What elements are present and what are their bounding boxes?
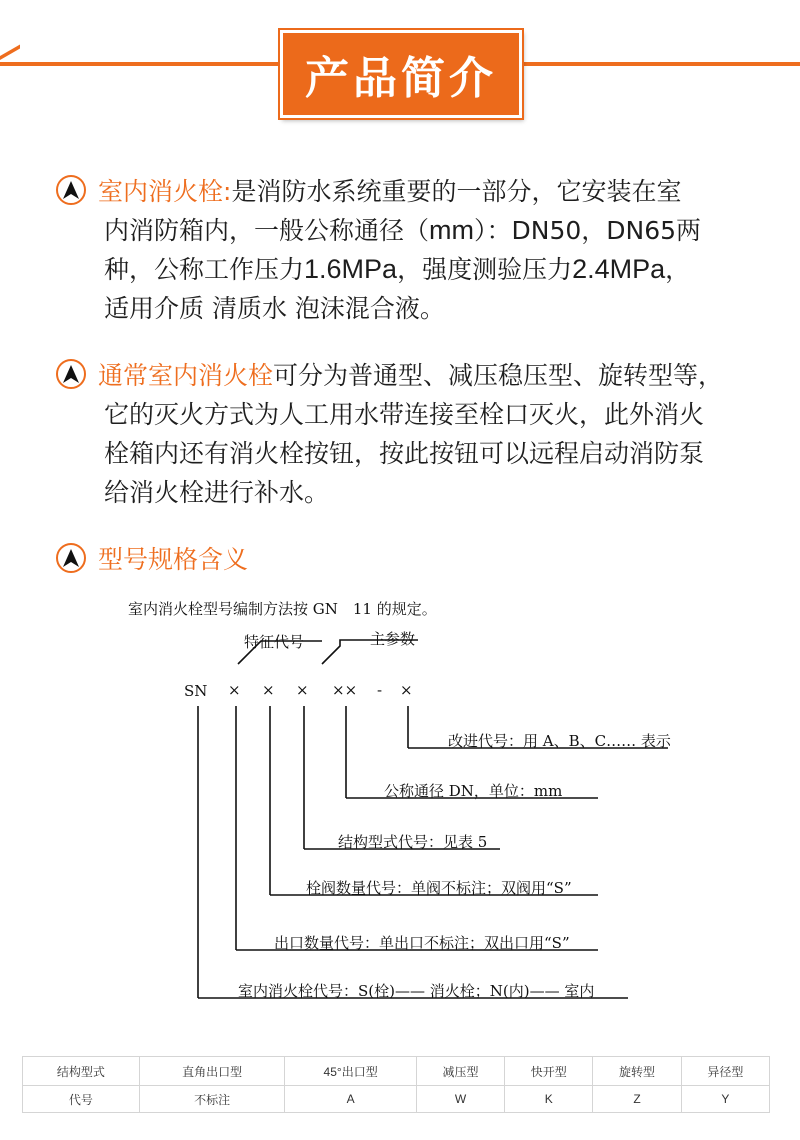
- model-heading-text: 型号规格含义: [98, 545, 249, 574]
- types-text: 栓箱内还有消火栓按钮，按此按钮可以远程启动消防泵: [104, 439, 705, 468]
- code-x4: ××: [332, 681, 358, 699]
- table-cell: 减压型: [416, 1057, 504, 1086]
- table-cell: W: [416, 1086, 504, 1113]
- table-cell: 异径型: [681, 1057, 769, 1086]
- table-row: [23, 1086, 770, 1113]
- intro-unit: mm: [429, 215, 474, 245]
- page-title: 产品简介: [280, 30, 522, 118]
- table-cell: Y: [681, 1086, 769, 1113]
- code-dash: -: [377, 681, 383, 699]
- table-cell: 代号: [23, 1086, 140, 1113]
- table-cell: K: [505, 1086, 593, 1113]
- label-valve-count: 栓阀数量代号：单阀不标注；双阀用“S”: [306, 879, 572, 897]
- types-text: 它的灭火方式为人工用水带连接至栓口灭火，此外消火: [104, 400, 705, 429]
- intro-text: 内消防箱内，一般公称通径（: [104, 216, 430, 245]
- table-cell: Z: [593, 1086, 681, 1113]
- types-highlight: 通常室内消火栓: [98, 361, 274, 390]
- intro-text: 是消防水系统重要的一部分，它安装在室: [231, 177, 682, 206]
- navigation-arrow-icon: [56, 543, 86, 573]
- code-sn: SN: [184, 682, 208, 700]
- model-code-diagram: [128, 598, 671, 1018]
- label-outlet-count: 出口数量代号：单出口不标注；双出口用“S”: [274, 934, 570, 952]
- intro-text: ）：DN50，DN65两: [474, 216, 702, 245]
- code-x3: ×: [296, 681, 309, 699]
- types-paragraph: [56, 356, 756, 512]
- table-cell: A: [285, 1086, 417, 1113]
- header-rule-right: [520, 62, 800, 66]
- intro-text: 种，公称工作压力: [104, 255, 305, 284]
- intro-text: ，: [665, 255, 691, 284]
- label-hydrant-code: 室内消火栓代号：S(栓)—— 消火栓；N(内)—— 室内: [238, 982, 595, 1000]
- table-cell: 直角出口型: [139, 1057, 285, 1086]
- table-cell: 快开型: [505, 1057, 593, 1086]
- intro-highlight: 室内消火栓:: [98, 177, 232, 206]
- label-structure-code: 结构型式代号：见表 5: [338, 833, 488, 851]
- types-text: 给消火栓进行补水。: [104, 478, 330, 507]
- code-x1: ×: [228, 681, 241, 699]
- label-nominal-diameter: 公称通径 DN，单位：mm: [384, 782, 563, 800]
- table-cell: 45°出口型: [285, 1057, 417, 1086]
- diagram-lines: [128, 598, 668, 1018]
- table-header-row: [23, 1057, 770, 1086]
- code-x5: ×: [400, 681, 413, 699]
- feature-code-label: 特征代号: [244, 633, 305, 651]
- diagram-caption: 室内消火栓型号编制方法按 GN 11 的规定。: [128, 600, 437, 618]
- navigation-arrow-icon: [56, 359, 86, 389]
- types-text: 可分为普通型、减压稳压型、旋转型等，: [273, 361, 724, 390]
- table-cell: 结构型式: [23, 1057, 140, 1086]
- structure-code-table: [22, 1056, 770, 1113]
- table-cell: 不标注: [139, 1086, 285, 1113]
- intro-text: 适用介质 清质水 泡沫混合液。: [104, 294, 445, 323]
- navigation-arrow-icon: [56, 175, 86, 205]
- main-param-label: 主参数: [370, 630, 416, 648]
- label-improvement-code: 改进代号：用 A、B、C…… 表示: [448, 732, 671, 750]
- intro-paragraph: [56, 172, 756, 328]
- table-cell: 旋转型: [593, 1057, 681, 1086]
- header-rule-left: [0, 62, 282, 66]
- working-pressure: 1.6MPa: [304, 254, 398, 284]
- test-pressure: 2.4MPa: [572, 254, 666, 284]
- intro-text: ，强度测验压力: [397, 255, 573, 284]
- model-heading: [56, 540, 248, 579]
- code-x2: ×: [262, 681, 275, 699]
